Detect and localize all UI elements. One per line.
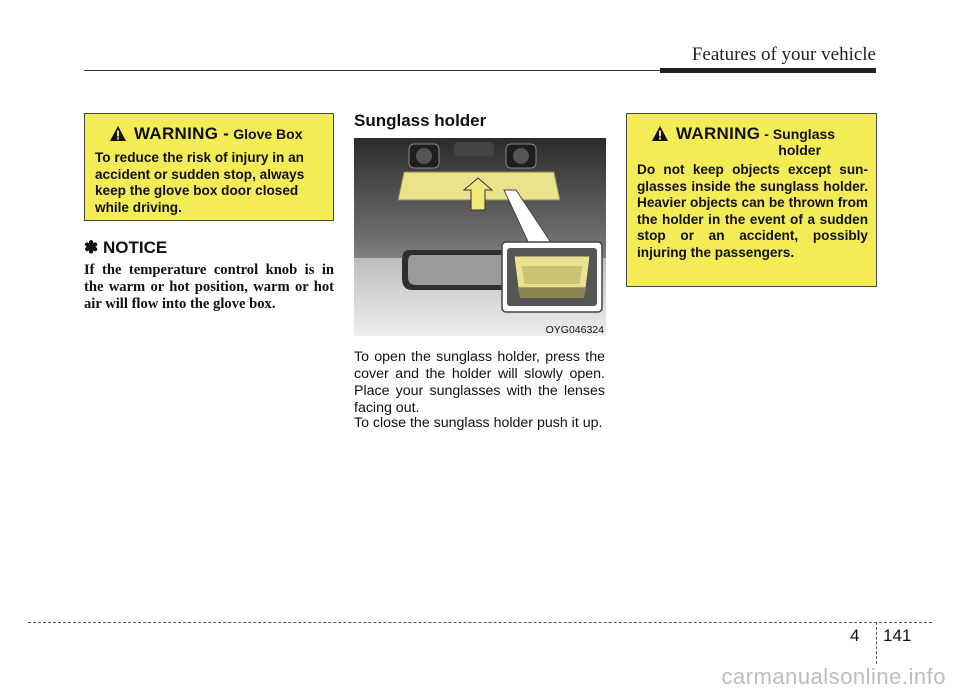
warning-title: [651, 124, 868, 158]
instruction-open: To open the sunglass holder, press the cover and the holder will slowly open. Place your sunglasses with the lenses facing out.: [354, 349, 605, 416]
warning-body-line: accident or sudden stop, always: [95, 166, 305, 182]
warning-body-line: To reduce the risk of injury in an: [95, 150, 304, 165]
warning-body-line: while driving.: [95, 199, 182, 215]
figure-code: OYG046324: [545, 324, 604, 336]
sunglass-holder-illustration: [354, 138, 606, 336]
warning-subject-line: holder: [778, 142, 822, 158]
warning-word: WARNING: [676, 124, 761, 143]
page-number: 141: [883, 626, 912, 645]
warning-word: WARNING -: [134, 124, 230, 143]
chapter-number: 4: [850, 626, 860, 645]
warning-box-glove-box: [84, 113, 334, 221]
footer-divider: [876, 622, 877, 664]
watermark: carmanualsonline.info: [721, 664, 946, 689]
warning-subject-line: - Sunglass: [764, 126, 836, 142]
warning-box-sunglass-holder: [626, 113, 877, 287]
warning-triangle-icon: [109, 125, 127, 142]
warning-subject: [764, 126, 835, 158]
footer-rule: [28, 622, 932, 623]
running-header-title: Features of your vehicle: [691, 44, 876, 65]
notice-title: ✽ NOTICE: [84, 238, 168, 257]
notice-body: If the temperature control knob is in the warm or hot position, warm or hot air will flow into the glove box.: [84, 262, 334, 312]
section-title: Sunglass holder: [354, 111, 487, 130]
warning-subject: Glove Box: [233, 126, 303, 142]
warning-title: [109, 124, 325, 144]
header-rule-accent: [660, 68, 876, 73]
instruction-close: To close the sunglass holder push it up.: [354, 415, 603, 431]
warning-body: [95, 150, 325, 216]
warning-body: Do not keep objects except sun-glasses inside the sunglass holder. Heavier objects can be thrown from the holder in the event of a sudden stop or an accident, possibly injuring the passengers.: [637, 162, 868, 260]
warning-body-line: keep the glove box door closed: [95, 183, 299, 198]
warning-triangle-icon: [651, 125, 669, 142]
